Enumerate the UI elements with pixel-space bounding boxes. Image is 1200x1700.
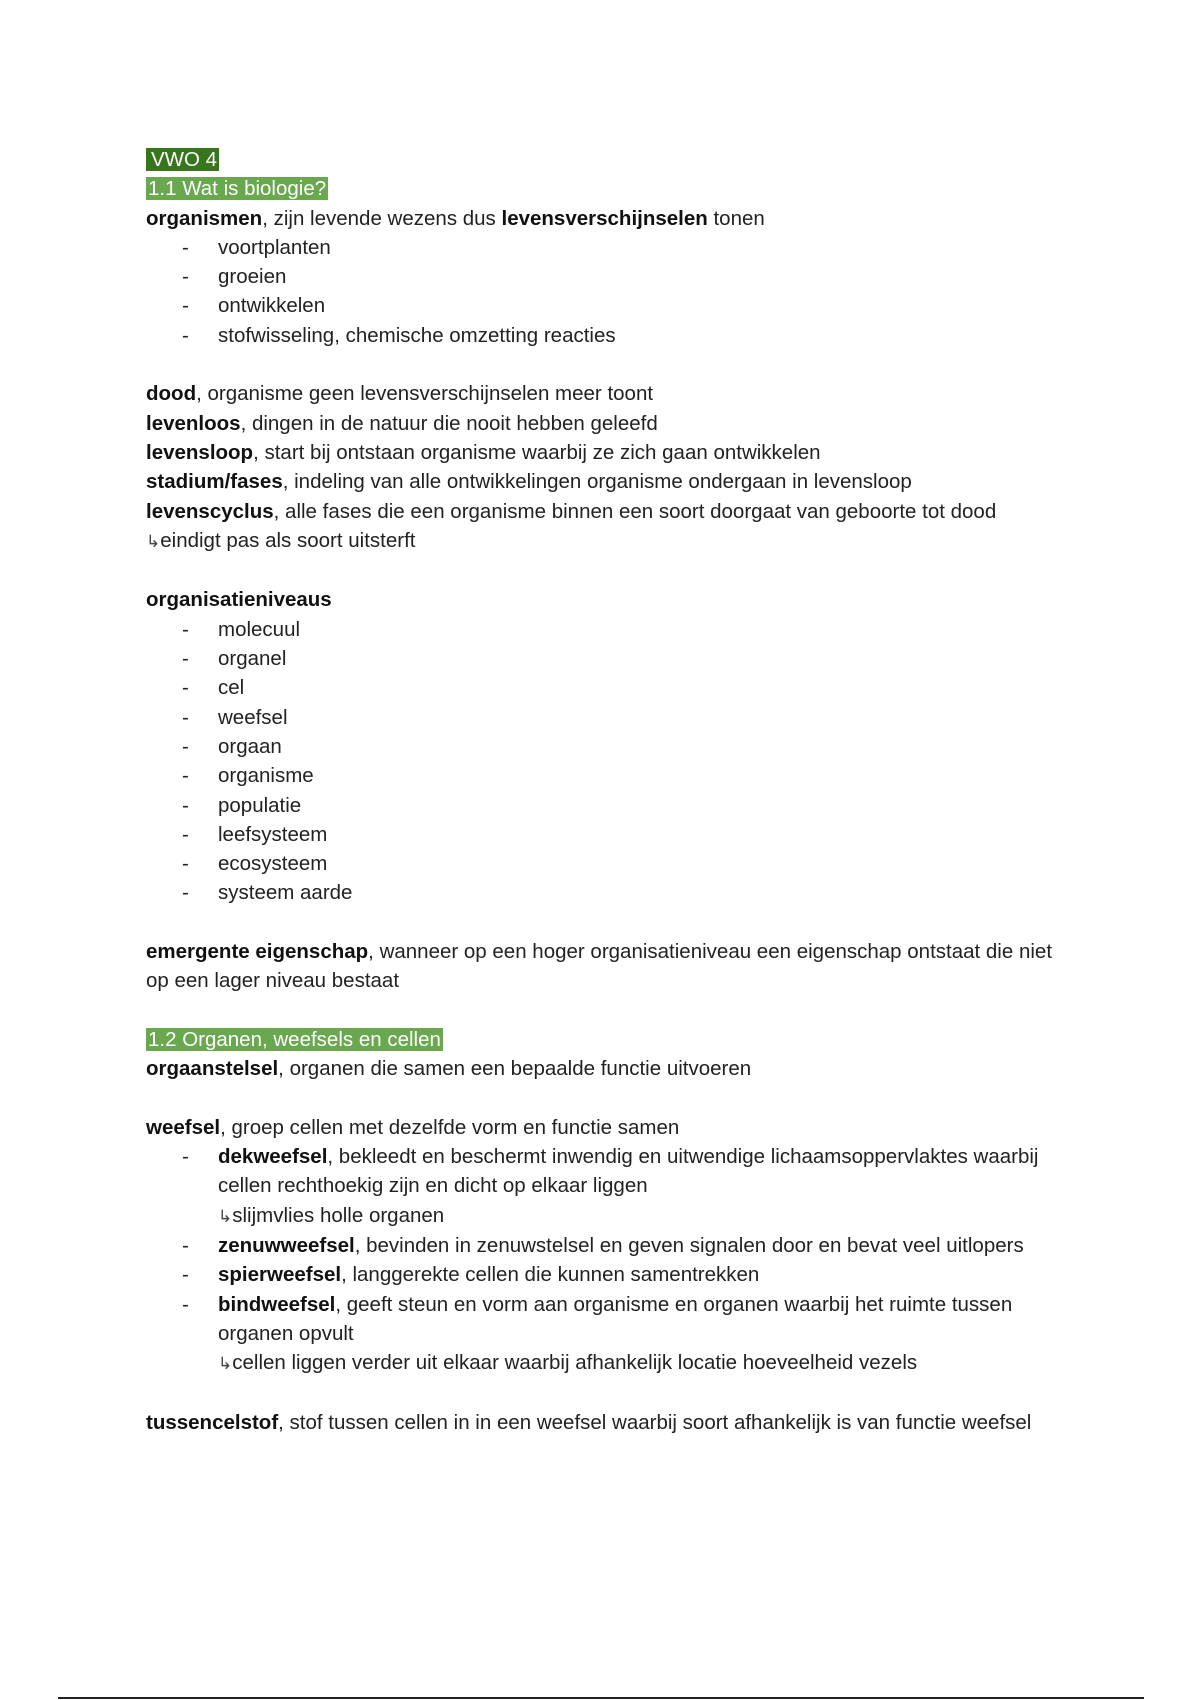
list-item [146, 615, 1076, 644]
list-item [146, 761, 1076, 790]
section-1-title: 1.1 Wat is biologie? [148, 177, 327, 201]
definition-text: , alle fases die een organisme binnen een soort doorgaat van geboorte tot dood [273, 499, 997, 523]
section-2-title: 1.2 Organen, weefsels en cellen [148, 1027, 441, 1051]
dash-marker: - [182, 676, 189, 700]
list-item-text: molecuul [218, 617, 301, 641]
page-bottom-rule [58, 1697, 1144, 1699]
dash-marker: - [182, 617, 189, 641]
spacer [146, 1084, 1076, 1113]
definition-text: , stof tussen cellen in in een weefsel waarbij soort afhankelijk is van functie weefsel [278, 1410, 1032, 1434]
weefsel-definition [146, 1113, 1076, 1142]
definition-text: , groep cellen met dezelfde vorm en functie samen [220, 1115, 680, 1139]
term-organisatieniveaus: organisatieniveaus [146, 588, 332, 612]
dash-marker: - [182, 323, 189, 347]
dash-marker: - [182, 1233, 189, 1257]
list-item [146, 878, 1076, 907]
list-item-text: systeem aarde [218, 881, 353, 905]
definition-dood [146, 379, 1076, 408]
definition-text: , bekleedt en beschermt inwendig en uitwendige lichaamsoppervlaktes waarbij cellen rechthoekig zijn en dicht op elkaar liggen [218, 1145, 1039, 1198]
dash-marker: - [182, 822, 189, 846]
list-item [146, 1290, 1046, 1379]
note-text: eindigt pas als soort uitsterft [160, 528, 416, 552]
term-tussencelstof: tussencelstof [146, 1410, 279, 1434]
term-zenuwweefsel: zenuwweefsel [218, 1233, 355, 1257]
list-item [146, 321, 1076, 350]
dash-marker: - [182, 764, 189, 788]
definition-text: , bevinden in zenuwstelsel en geven signalen door en bevat veel uitlopers [354, 1233, 1024, 1257]
dash-marker: - [182, 647, 189, 671]
dash-marker: - [182, 1292, 189, 1316]
term-dood: dood [146, 382, 197, 406]
dekweefsel-note [218, 1201, 1046, 1231]
organisatieniveaus-heading [146, 585, 1076, 614]
list-item [146, 1142, 1046, 1231]
list-item [146, 1260, 1046, 1289]
term-bindweefsel: bindweefsel [218, 1292, 336, 1316]
definition-text: , geeft steun en vorm aan organisme en organen waarbij het ruimte tussen organen opvult [218, 1292, 1013, 1345]
definition-text: , organen die samen een bepaalde functie uitvoeren [278, 1057, 752, 1081]
organismen-text-1: , zijn levende wezens dus [262, 206, 502, 230]
spacer [146, 908, 1076, 937]
dash-marker: - [182, 1145, 189, 1169]
list-item [146, 732, 1076, 761]
list-item [146, 1231, 1046, 1260]
section-2-heading-line [146, 1025, 1076, 1054]
note-text: cellen liggen verder uit elkaar waarbij afhankelijk locatie hoeveelheid vezels [232, 1351, 918, 1375]
list-item-text: voortplanten [218, 235, 331, 259]
dash-marker: - [182, 734, 189, 758]
bindweefsel-note [218, 1348, 1046, 1378]
list-item [146, 233, 1076, 262]
return-arrow-icon: ↳ [218, 1206, 233, 1226]
list-item-text: organel [218, 647, 287, 671]
list-item [146, 849, 1076, 878]
term-stadium-fases: stadium/fases [146, 470, 283, 494]
spacer [146, 1378, 1076, 1407]
list-item [146, 703, 1076, 732]
definition-text: , dingen in de natuur die nooit hebben geleefd [240, 411, 658, 435]
emergent-definition [146, 937, 1066, 996]
list-item-text: organisme [218, 764, 314, 788]
list-item [146, 262, 1076, 291]
return-arrow-icon: ↳ [218, 1354, 233, 1374]
definition-text: , organisme geen levensverschijnselen meer toont [196, 382, 654, 406]
dash-marker: - [182, 881, 189, 905]
term-levenscyclus: levenscyclus [146, 499, 274, 523]
organisatieniveaus-list [146, 615, 1076, 908]
term-dekweefsel: dekweefsel [218, 1145, 328, 1169]
list-item-text: cel [218, 676, 245, 700]
dash-marker: - [182, 705, 189, 729]
return-arrow-icon: ↳ [146, 531, 161, 551]
definition-levenloos [146, 409, 1076, 438]
term-levensverschijnselen: levensverschijnselen [501, 206, 708, 230]
term-levensloop: levensloop [146, 440, 254, 464]
section-1-heading-line [146, 174, 1076, 203]
term-spierweefsel: spierweefsel [218, 1263, 342, 1287]
definition-stadium [146, 467, 1076, 496]
organismen-text-2: tonen [707, 206, 765, 230]
document-page [146, 145, 1076, 1437]
definition-levensloop [146, 438, 1076, 467]
definition-text: , start bij ontstaan organisme waarbij ze zich gaan ontwikkelen [253, 440, 821, 464]
list-item [146, 791, 1076, 820]
definition-text: , langgerekte cellen die kunnen samentrekken [341, 1263, 760, 1287]
list-item-text: ontwikkelen [218, 294, 326, 318]
course-label: VWO 4 [146, 148, 219, 171]
note-text: slijmvlies holle organen [232, 1203, 445, 1227]
definition-text: , indeling van alle ontwikkelingen organisme ondergaan in levensloop [282, 470, 912, 494]
organismen-definition [146, 204, 1076, 233]
list-item-text: leefsysteem [218, 822, 328, 846]
dash-marker: - [182, 793, 189, 817]
term-organismen: organismen [146, 206, 263, 230]
term-weefsel: weefsel [146, 1115, 221, 1139]
term-emergente-eigenschap: emergente eigenschap [146, 940, 369, 964]
weefsel-types-list [146, 1142, 1046, 1378]
levenscyclus-note [146, 526, 1076, 556]
dash-marker: - [182, 265, 189, 289]
spacer [146, 556, 1076, 585]
definition-levenscyclus [146, 497, 1026, 526]
dash-marker: - [182, 1263, 189, 1287]
dash-marker: - [182, 294, 189, 318]
list-item-text: orgaan [218, 734, 282, 758]
orgaanstelsel-definition [146, 1054, 1076, 1083]
list-item [146, 291, 1076, 320]
dash-marker: - [182, 852, 189, 876]
tussencelstof-definition [146, 1408, 1046, 1437]
definition-text: , wanneer op een hoger organisatieniveau een eigenschap ontstaat die niet op een lager niveau bestaat [146, 940, 1053, 993]
spacer [146, 996, 1076, 1025]
list-item-text: weefsel [218, 705, 288, 729]
levensverschijnselen-list [146, 233, 1076, 350]
list-item-text: populatie [218, 793, 302, 817]
list-item-text: ecosysteem [218, 852, 328, 876]
list-item-text: stofwisseling, chemische omzetting reacties [218, 323, 616, 347]
list-item [146, 673, 1076, 702]
list-item-text: groeien [218, 265, 287, 289]
list-item [146, 820, 1076, 849]
term-levenloos: levenloos [146, 411, 241, 435]
dash-marker: - [182, 235, 189, 259]
spacer [146, 350, 1076, 379]
term-orgaanstelsel: orgaanstelsel [146, 1057, 279, 1081]
header-line [146, 145, 1076, 174]
list-item [146, 644, 1076, 673]
